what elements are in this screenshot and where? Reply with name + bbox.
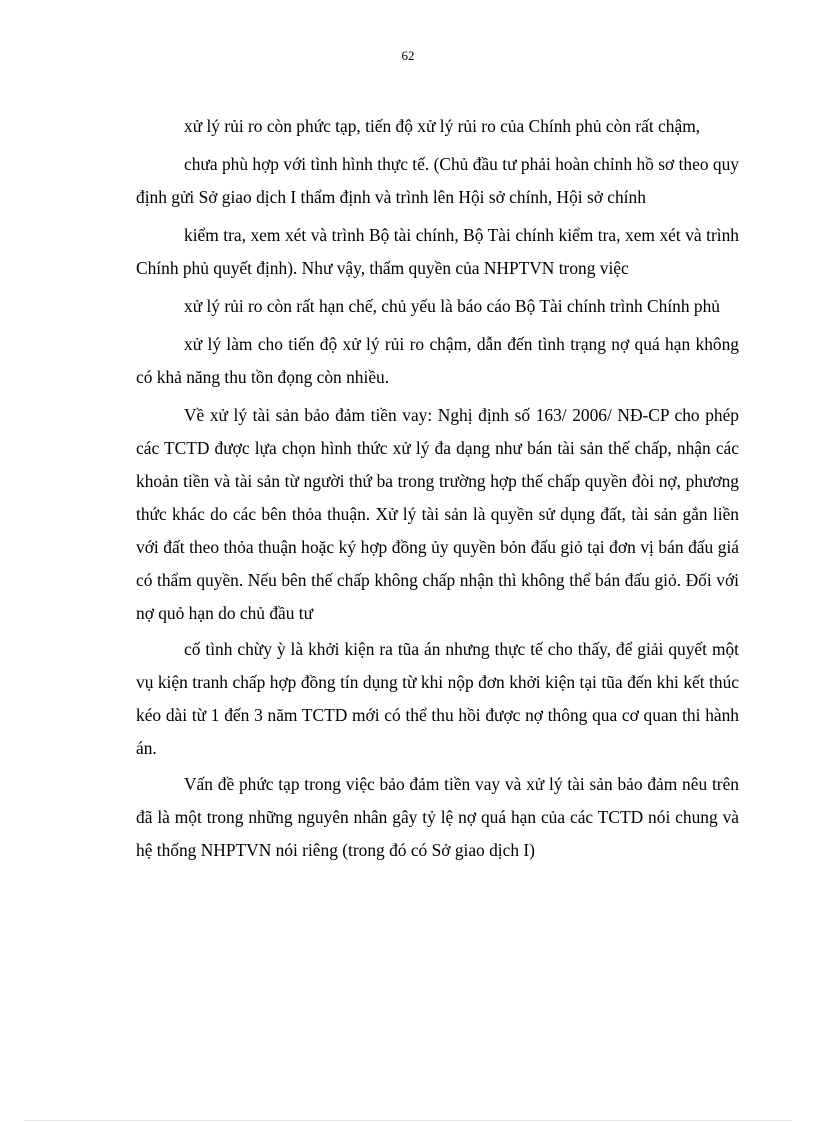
paragraph: Vấn đề phức tạp trong việc bảo đảm tiền vay và xử lý tài sản bảo đảm nêu trên đã là một trong những nguyên nhân gây tỷ lệ nợ quá hạn của các TCTD nói chung và hệ thống NHPTVN nói riêng (trong đó có Sở giao dịch I) <box>136 774 739 860</box>
paragraph: xử lý rủi ro còn phức tạp, tiến độ xử lý rủi ro của Chính phủ còn rất chậm, <box>184 116 701 136</box>
paragraph: kiểm tra, xem xét và trình Bộ tài chính, Bộ Tài chính kiểm tra, xem xét và trình Chính phủ quyết định). Như vậy, thẩm quyền của NHPTVN trong việc <box>136 225 739 278</box>
paragraph: xử lý làm cho tiến độ xử lý rủi ro chậm, dẫn đến tình trạng nợ quá hạn không có khả năng thu tồn đọng còn nhiều. <box>136 334 739 387</box>
document-body <box>136 110 739 867</box>
page-bottom-divider <box>25 1120 791 1121</box>
paragraph: chưa phù hợp với tình hình thực tế. (Chủ đầu tư phải hoàn chỉnh hồ sơ theo quy định gửi Sở giao dịch I thẩm định và trình lên Hội sở chính, Hội sở chính <box>136 154 739 207</box>
paragraph: xử lý rủi ro còn rất hạn chế, chủ yếu là báo cáo Bộ Tài chính trình Chính phủ <box>184 296 721 316</box>
paragraph: Về xử lý tài sản bảo đảm tiền vay: Nghị định số 163/ 2006/ NĐ-CP cho phép các TCTD được lựa chọn hình thức xử lý đa dạng như bán tài sản thế chấp, nhận các khoản tiền và tài sản từ người thứ ba trong trường hợp thế chấp quyền đòi nợ, phương thức khác do các bên thỏa thuận. Xử lý tài sản là quyền sử dụng đất, tài sản gắn liền với đất theo thỏa thuận hoặc ký hợp đồng ủy quyền bỏn đấu giỏ tại đơn vị bán đấu giá có thẩm quyền. Nếu bên thế chấp không chấp nhận thì không thể bán đấu giỏ. Đối với nợ quỏ hạn do chủ đầu tư <box>136 405 739 623</box>
paragraph: cố tình chừy ỳ là khởi kiện ra tũa án nhưng thực tế cho thấy, để giải quyết một vụ kiện tranh chấp hợp đồng tín dụng từ khi nộp đơn khởi kiện tại tũa đến khi kết thúc kéo dài từ 1 đến 3 năm TCTD mới có thể thu hồi được nợ thông qua cơ quan thi hành án. <box>136 639 739 758</box>
page-number: 62 <box>401 48 415 63</box>
